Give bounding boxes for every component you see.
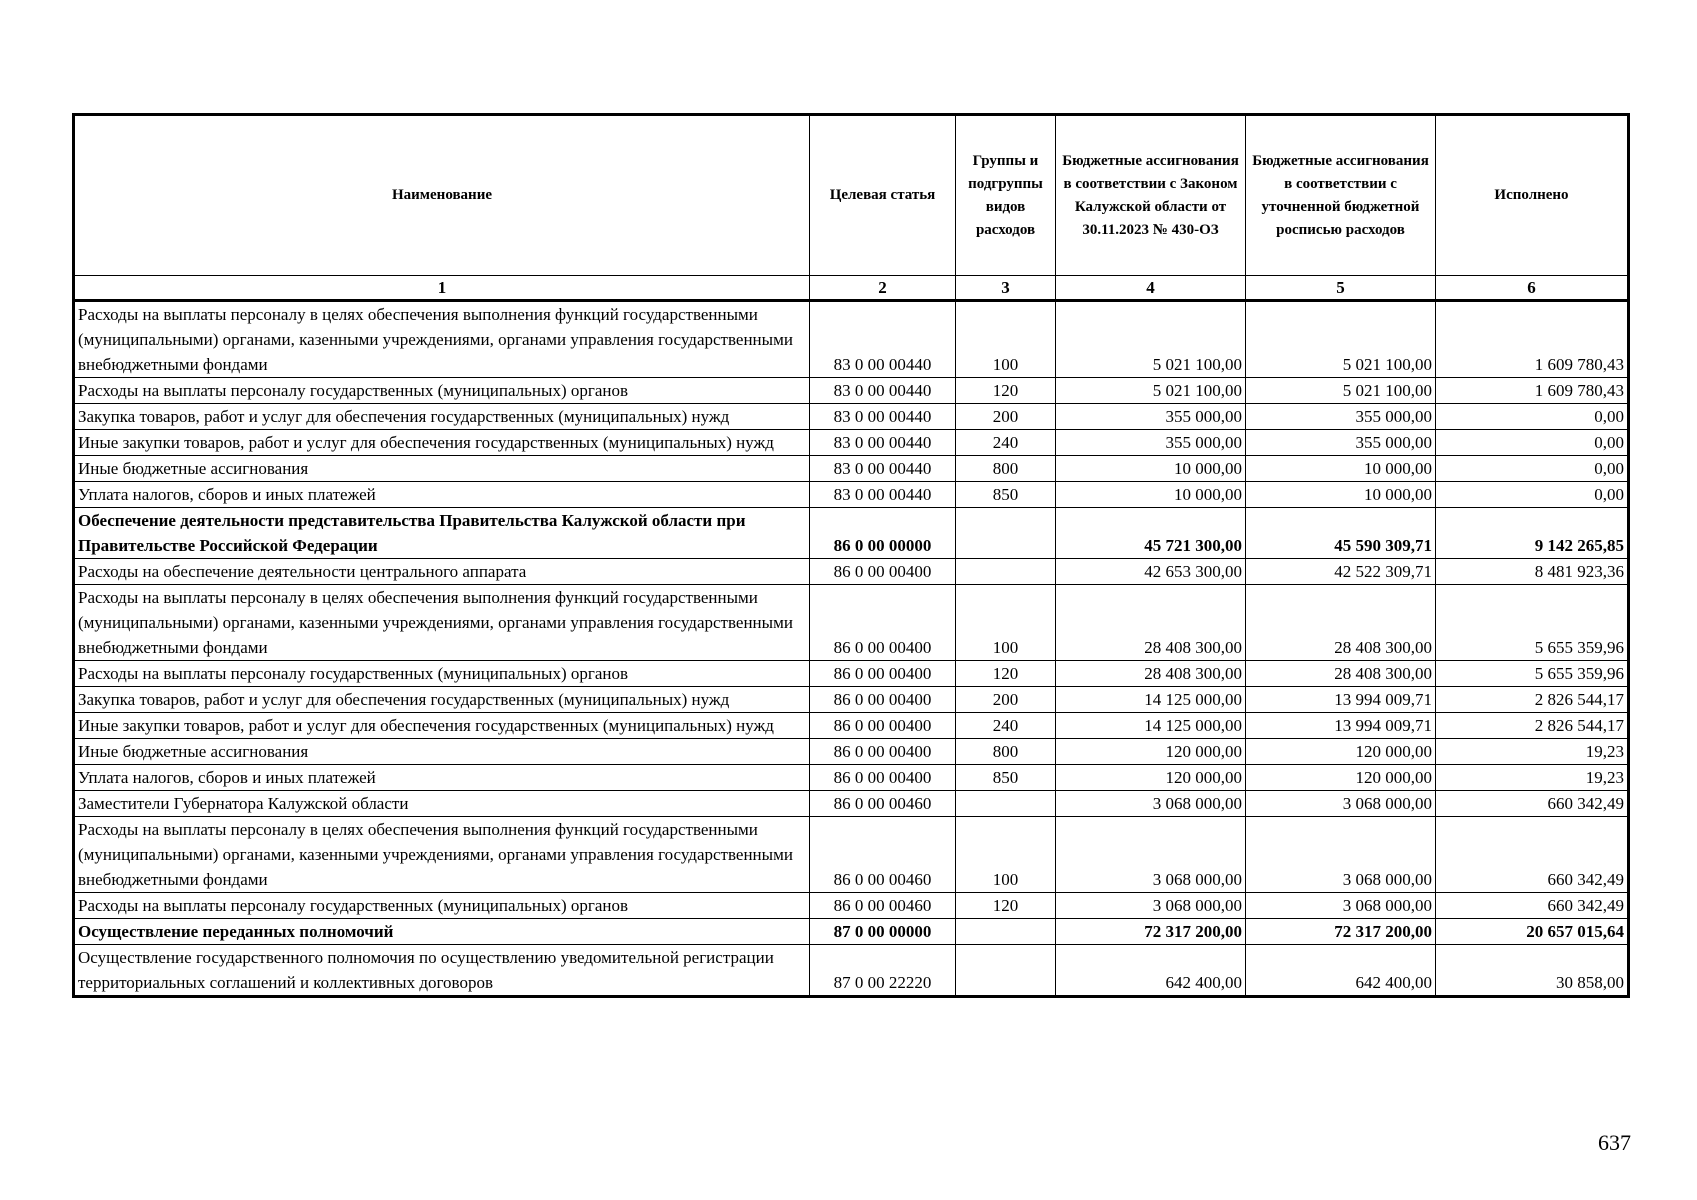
row-executed-amount-cell: 2 826 544,17 <box>1436 713 1629 739</box>
row-executed-amount-cell: 5 655 359,96 <box>1436 661 1629 687</box>
row-executed-amount-cell: 660 342,49 <box>1436 791 1629 817</box>
row-refined-amount-cell: 642 400,00 <box>1246 945 1436 997</box>
table-row <box>74 893 1629 919</box>
row-group-cell: 240 <box>956 430 1056 456</box>
row-code-cell: 86 0 00 00000 <box>810 508 956 559</box>
row-law-amount-cell: 5 021 100,00 <box>1056 301 1246 378</box>
row-name-cell: Расходы на выплаты персоналу государственных (муниципальных) органов <box>74 661 810 687</box>
row-code-cell: 87 0 00 22220 <box>810 945 956 997</box>
row-group-cell <box>956 791 1056 817</box>
row-name-cell: Иные закупки товаров, работ и услуг для обеспечения государственных (муниципальных) нужд <box>74 713 810 739</box>
row-code-cell: 86 0 00 00400 <box>810 687 956 713</box>
row-executed-amount-cell: 1 609 780,43 <box>1436 301 1629 378</box>
row-law-amount-cell: 120 000,00 <box>1056 739 1246 765</box>
row-executed-amount-cell: 0,00 <box>1436 404 1629 430</box>
table-row <box>74 791 1629 817</box>
table-row <box>74 945 1629 997</box>
table-row <box>74 404 1629 430</box>
row-code-cell: 83 0 00 00440 <box>810 482 956 508</box>
row-executed-amount-cell: 19,23 <box>1436 765 1629 791</box>
row-code-cell: 86 0 00 00400 <box>810 559 956 585</box>
row-name-cell: Расходы на выплаты персоналу в целях обеспечения выполнения функций государственными (муниципальными) органами, казенными учреждениями, органами управления государственными внебюджетными фондами <box>74 585 810 661</box>
column-number: 2 <box>810 276 956 301</box>
row-refined-amount-cell: 120 000,00 <box>1246 765 1436 791</box>
row-code-cell: 83 0 00 00440 <box>810 404 956 430</box>
row-group-cell <box>956 559 1056 585</box>
row-code-cell: 86 0 00 00400 <box>810 765 956 791</box>
row-refined-amount-cell: 45 590 309,71 <box>1246 508 1436 559</box>
row-refined-amount-cell: 28 408 300,00 <box>1246 585 1436 661</box>
row-code-cell: 83 0 00 00440 <box>810 430 956 456</box>
row-name-cell: Расходы на выплаты персоналу в целях обеспечения выполнения функций государственными (муниципальными) органами, казенными учреждениями, органами управления государственными внебюджетными фондами <box>74 301 810 378</box>
row-group-cell: 800 <box>956 739 1056 765</box>
row-name-cell: Закупка товаров, работ и услуг для обеспечения государственных (муниципальных) нужд <box>74 404 810 430</box>
row-executed-amount-cell: 0,00 <box>1436 430 1629 456</box>
row-name-cell: Иные закупки товаров, работ и услуг для обеспечения государственных (муниципальных) нужд <box>74 430 810 456</box>
row-code-cell: 86 0 00 00400 <box>810 661 956 687</box>
table-row <box>74 585 1629 661</box>
row-group-cell: 100 <box>956 817 1056 893</box>
row-code-cell: 87 0 00 00000 <box>810 919 956 945</box>
table-row <box>74 765 1629 791</box>
row-refined-amount-cell: 13 994 009,71 <box>1246 687 1436 713</box>
row-refined-amount-cell: 5 021 100,00 <box>1246 301 1436 378</box>
row-law-amount-cell: 28 408 300,00 <box>1056 585 1246 661</box>
row-group-cell: 200 <box>956 404 1056 430</box>
row-refined-amount-cell: 355 000,00 <box>1246 404 1436 430</box>
page-number: 637 <box>1598 1130 1631 1155</box>
row-law-amount-cell: 3 068 000,00 <box>1056 817 1246 893</box>
row-executed-amount-cell: 660 342,49 <box>1436 893 1629 919</box>
row-law-amount-cell: 3 068 000,00 <box>1056 791 1246 817</box>
table-row <box>74 378 1629 404</box>
row-executed-amount-cell: 8 481 923,36 <box>1436 559 1629 585</box>
row-group-cell: 120 <box>956 661 1056 687</box>
row-law-amount-cell: 355 000,00 <box>1056 430 1246 456</box>
row-code-cell: 83 0 00 00440 <box>810 378 956 404</box>
row-law-amount-cell: 5 021 100,00 <box>1056 378 1246 404</box>
row-law-amount-cell: 355 000,00 <box>1056 404 1246 430</box>
row-executed-amount-cell: 0,00 <box>1436 482 1629 508</box>
table-row <box>74 430 1629 456</box>
row-law-amount-cell: 642 400,00 <box>1056 945 1246 997</box>
row-refined-amount-cell: 355 000,00 <box>1246 430 1436 456</box>
row-name-cell: Расходы на обеспечение деятельности центрального аппарата <box>74 559 810 585</box>
row-law-amount-cell: 14 125 000,00 <box>1056 713 1246 739</box>
row-code-cell: 83 0 00 00440 <box>810 456 956 482</box>
row-law-amount-cell: 14 125 000,00 <box>1056 687 1246 713</box>
row-executed-amount-cell: 5 655 359,96 <box>1436 585 1629 661</box>
table-row <box>74 559 1629 585</box>
row-executed-amount-cell: 0,00 <box>1436 456 1629 482</box>
row-group-cell: 120 <box>956 893 1056 919</box>
table-row <box>74 687 1629 713</box>
row-group-cell: 240 <box>956 713 1056 739</box>
table-row <box>74 817 1629 893</box>
header-code: Целевая статья <box>810 115 956 276</box>
row-refined-amount-cell: 10 000,00 <box>1246 482 1436 508</box>
row-executed-amount-cell: 660 342,49 <box>1436 817 1629 893</box>
row-group-cell <box>956 919 1056 945</box>
row-refined-amount-cell: 3 068 000,00 <box>1246 817 1436 893</box>
row-refined-amount-cell: 13 994 009,71 <box>1246 713 1436 739</box>
column-number-row <box>74 276 1629 301</box>
row-code-cell: 86 0 00 00400 <box>810 585 956 661</box>
row-code-cell: 83 0 00 00440 <box>810 301 956 378</box>
row-refined-amount-cell: 120 000,00 <box>1246 739 1436 765</box>
header-law: Бюджетные ассигнования в соответствии с Законом Калужской области от 30.11.2023 № 430-ОЗ <box>1056 115 1246 276</box>
budget-table-container <box>72 113 1627 998</box>
budget-execution-table <box>72 113 1630 998</box>
table-row <box>74 508 1629 559</box>
table-row <box>74 739 1629 765</box>
row-group-cell: 100 <box>956 585 1056 661</box>
row-law-amount-cell: 28 408 300,00 <box>1056 661 1246 687</box>
table-row <box>74 713 1629 739</box>
row-refined-amount-cell: 5 021 100,00 <box>1246 378 1436 404</box>
row-group-cell <box>956 945 1056 997</box>
row-name-cell: Заместители Губернатора Калужской области <box>74 791 810 817</box>
row-refined-amount-cell: 10 000,00 <box>1246 456 1436 482</box>
row-executed-amount-cell: 19,23 <box>1436 739 1629 765</box>
row-name-cell: Уплата налогов, сборов и иных платежей <box>74 482 810 508</box>
row-law-amount-cell: 10 000,00 <box>1056 482 1246 508</box>
row-refined-amount-cell: 42 522 309,71 <box>1246 559 1436 585</box>
column-number: 1 <box>74 276 810 301</box>
header-refined: Бюджетные ассигнования в соответствии с уточненной бюджетной росписью расходов <box>1246 115 1436 276</box>
table-row <box>74 456 1629 482</box>
row-code-cell: 86 0 00 00400 <box>810 739 956 765</box>
row-name-cell: Уплата налогов, сборов и иных платежей <box>74 765 810 791</box>
column-number: 6 <box>1436 276 1629 301</box>
row-group-cell: 120 <box>956 378 1056 404</box>
row-code-cell: 86 0 00 00400 <box>810 713 956 739</box>
row-group-cell <box>956 508 1056 559</box>
header-name: Наименование <box>74 115 810 276</box>
row-refined-amount-cell: 3 068 000,00 <box>1246 893 1436 919</box>
row-law-amount-cell: 42 653 300,00 <box>1056 559 1246 585</box>
row-name-cell: Осуществление государственного полномочия по осуществлению уведомительной регистрации территориальных соглашений и коллективных договоров <box>74 945 810 997</box>
row-refined-amount-cell: 3 068 000,00 <box>1246 791 1436 817</box>
header-executed: Исполнено <box>1436 115 1629 276</box>
row-law-amount-cell: 72 317 200,00 <box>1056 919 1246 945</box>
row-group-cell: 100 <box>956 301 1056 378</box>
row-name-cell: Расходы на выплаты персоналу в целях обеспечения выполнения функций государственными (муниципальными) органами, казенными учреждениями, органами управления государственными внебюджетными фондами <box>74 817 810 893</box>
column-number: 5 <box>1246 276 1436 301</box>
row-executed-amount-cell: 20 657 015,64 <box>1436 919 1629 945</box>
row-executed-amount-cell: 30 858,00 <box>1436 945 1629 997</box>
row-name-cell: Расходы на выплаты персоналу государственных (муниципальных) органов <box>74 378 810 404</box>
row-executed-amount-cell: 1 609 780,43 <box>1436 378 1629 404</box>
row-law-amount-cell: 120 000,00 <box>1056 765 1246 791</box>
row-refined-amount-cell: 72 317 200,00 <box>1246 919 1436 945</box>
row-group-cell: 200 <box>956 687 1056 713</box>
row-executed-amount-cell: 9 142 265,85 <box>1436 508 1629 559</box>
row-code-cell: 86 0 00 00460 <box>810 817 956 893</box>
row-law-amount-cell: 45 721 300,00 <box>1056 508 1246 559</box>
row-name-cell: Иные бюджетные ассигнования <box>74 456 810 482</box>
row-group-cell: 850 <box>956 765 1056 791</box>
table-body <box>74 301 1629 997</box>
table-row <box>74 919 1629 945</box>
table-row <box>74 661 1629 687</box>
row-name-cell: Закупка товаров, работ и услуг для обеспечения государственных (муниципальных) нужд <box>74 687 810 713</box>
row-name-cell: Иные бюджетные ассигнования <box>74 739 810 765</box>
row-law-amount-cell: 10 000,00 <box>1056 456 1246 482</box>
row-law-amount-cell: 3 068 000,00 <box>1056 893 1246 919</box>
row-refined-amount-cell: 28 408 300,00 <box>1246 661 1436 687</box>
table-row <box>74 301 1629 378</box>
table-header <box>74 115 1629 301</box>
row-name-cell: Обеспечение деятельности представительства Правительства Калужской области при Правительстве Российской Федерации <box>74 508 810 559</box>
row-group-cell: 800 <box>956 456 1056 482</box>
row-name-cell: Осуществление переданных полномочий <box>74 919 810 945</box>
column-number: 3 <box>956 276 1056 301</box>
header-group: Группы и подгруппы видов расходов <box>956 115 1056 276</box>
row-executed-amount-cell: 2 826 544,17 <box>1436 687 1629 713</box>
row-code-cell: 86 0 00 00460 <box>810 893 956 919</box>
row-code-cell: 86 0 00 00460 <box>810 791 956 817</box>
row-group-cell: 850 <box>956 482 1056 508</box>
row-name-cell: Расходы на выплаты персоналу государственных (муниципальных) органов <box>74 893 810 919</box>
column-number: 4 <box>1056 276 1246 301</box>
table-row <box>74 482 1629 508</box>
